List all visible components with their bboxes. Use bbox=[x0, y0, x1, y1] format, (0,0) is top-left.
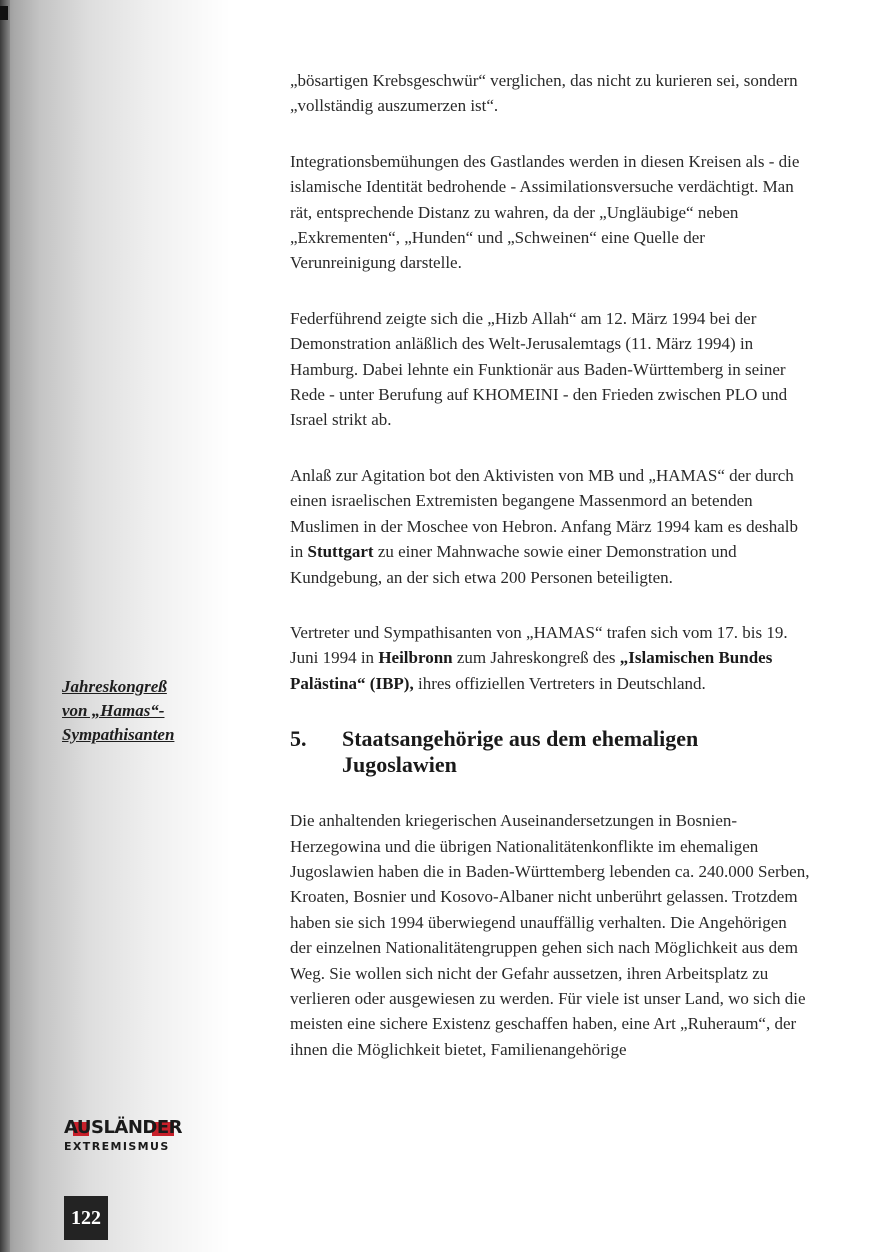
paragraph-5: Vertreter und Sympathisanten von „HAMAS“ trafen sich vom 17. bis 19. Juni 1994 in Heilbronn zum Jahreskongreß des „Islamischen Bundes Palästina“ (IBP), ihres offiziellen Vertreters in Deutschland. bbox=[290, 622, 788, 693]
scan-shadow-strip bbox=[0, 0, 230, 1252]
paragraph-3: Federführend zeigte sich die „Hizb Allah“ am 12. März 1994 bei der Demonstration anläßlich des Welt-Jerusalemtags (11. März 1994) in Hamburg. Dabei lehnte ein Funktionär aus Baden-Württemberg in seiner Rede - unter Berufung auf KHOMEINI - den Frieden zwischen PLO und Israel strikt ab. bbox=[290, 308, 788, 430]
logo-wordmark: AUSLÄNDER bbox=[64, 1117, 183, 1138]
paragraph-1: „bösartigen Krebsgeschwür“ verglichen, das nicht zu kurieren sei, sondern „vollständig auszumerzen ist“. bbox=[290, 71, 798, 116]
margin-note bbox=[62, 675, 232, 747]
auslaender-extremismus-logo bbox=[64, 1116, 183, 1153]
scan-corner-mark bbox=[0, 6, 8, 20]
margin-note-line-1: Jahreskongreß bbox=[62, 677, 167, 696]
bold-city-stuttgart: Stuttgart bbox=[307, 542, 374, 562]
scan-binding-edge bbox=[0, 0, 10, 1252]
section-heading bbox=[290, 726, 810, 778]
paragraph-2: Integrationsbemühungen des Gastlandes werden in diesen Kreisen als - die islamische Identität bedrohende - Assimilationsversuche verdächtigt. Man rät, entsprechende Distanz zu wahren, da der „Ungläubige“ neben „Exkrementen“, „Hunden“ und „Schweinen“ eine Quelle der Verunreinigung darstelle. bbox=[290, 151, 800, 273]
bold-organisation-ibp: „Islamischen Bundes Palästina“ (IBP), bbox=[290, 648, 773, 693]
logo-subtitle: EXTREMISMUS bbox=[64, 1140, 170, 1153]
margin-note-line-3: Sympathisanten bbox=[62, 725, 175, 744]
paragraph-4: Anlaß zur Agitation bot den Aktivisten von MB und „HAMAS“ der durch einen israelischen Extremisten begangene Massenmord an betenden Muslimen in der Moschee von Hebron. Anfang März 1994 kam es deshalb in Stuttgart zu einer Mahnwache sowie einer Demonstration und Kundgebung, an der sich etwa 200 Personen beteiligten. bbox=[290, 465, 798, 587]
page-number-box: 122 bbox=[64, 1196, 108, 1240]
paragraph-6: Die anhaltenden kriegerischen Auseinandersetzungen in Bosnien-Herzegowina und die übrigen Nationalitätenkonflikte im ehemaligen Jugoslawien haben die in Baden-Württemberg lebenden ca. 240.000 Serben, Kroaten, Bosnier und Kosovo-Albaner nicht unberührt gelassen. Trotzdem haben sie sich 1994 überwiegend unauffällig verhalten. Die Angehörigen der einzelnen Nationalitätengruppen gehen sich nach Möglichkeit aus dem Weg. Sie wollen sich nicht der Gefahr aussetzen, ihren Arbeitsplatz zu verlieren oder ausgewiesen zu werden. Für viele ist unser Land, wo sich die meisten eine sichere Existenz geschaffen haben, eine Art „Ruheraum“, der ihnen die Möglichkeit bietet, Familienangehörige bbox=[290, 811, 810, 1059]
main-text-column bbox=[290, 68, 810, 1092]
bold-city-heilbronn: Heilbronn bbox=[378, 648, 453, 668]
section-number: 5. bbox=[290, 726, 307, 752]
section-title: Staatsangehörige aus dem ehemaligen Jugoslawien bbox=[342, 726, 699, 778]
margin-note-line-2: von „Hamas“- bbox=[62, 701, 165, 720]
